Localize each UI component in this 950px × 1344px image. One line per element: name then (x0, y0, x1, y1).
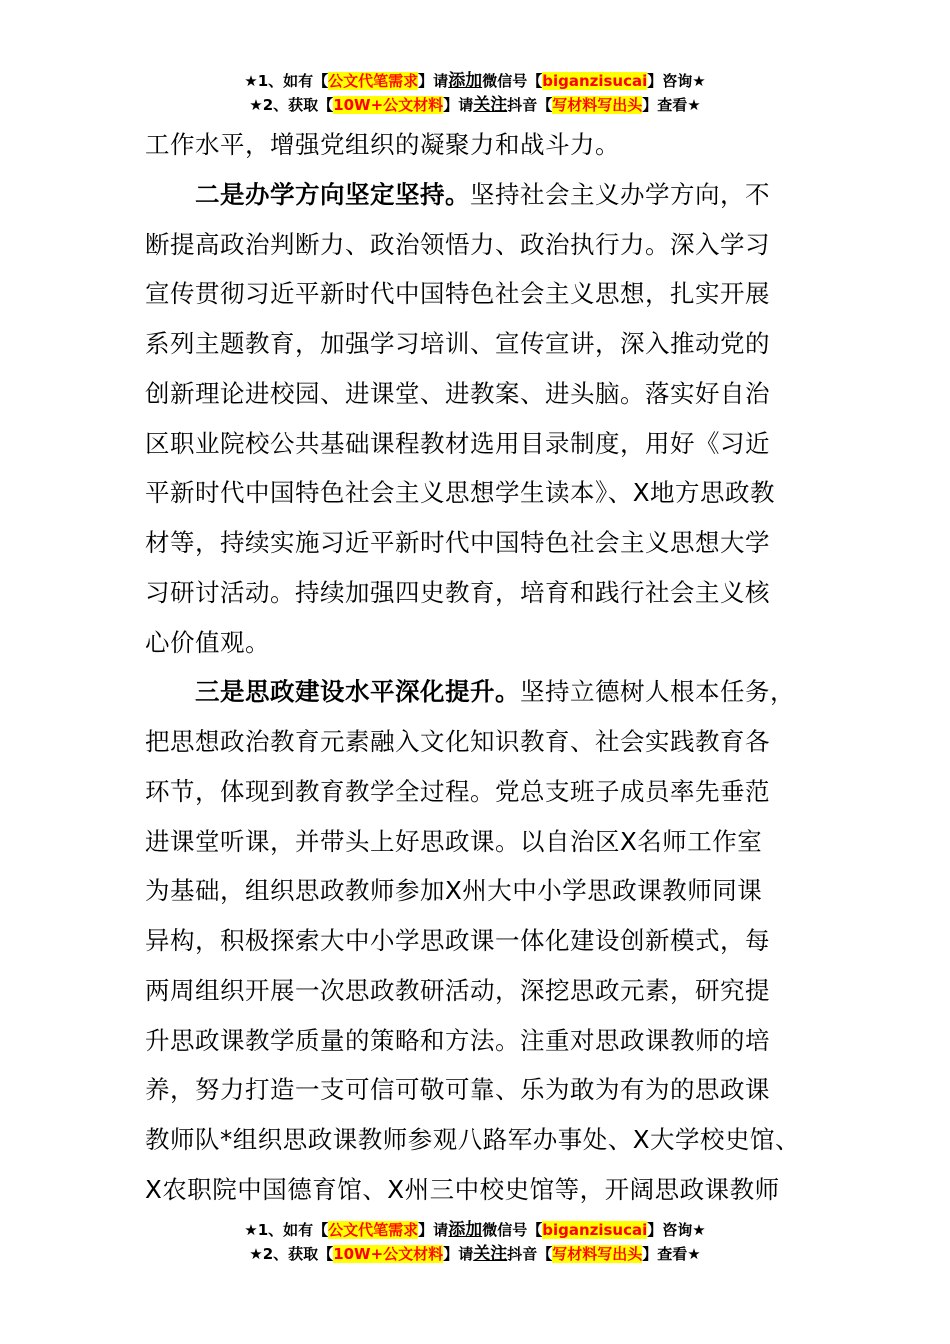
body-text: 心价值观。 (145, 627, 270, 657)
ad-h2: 写材料写出头 (552, 1245, 643, 1263)
ad-h2: 写材料写出头 (552, 96, 643, 114)
ad-post: 】咨询★ (647, 72, 706, 90)
ad-h2: biganzisucai (542, 72, 648, 90)
body-line (145, 230, 770, 260)
ad-h1: 10W+公文材料 (333, 96, 444, 114)
body-text: 升思政课教学质量的策略和方法。注重对思政课教师的培 (145, 1025, 770, 1055)
ad-h1: 公文代笔需求 (328, 1221, 419, 1239)
ad-mid2: 抖音【 (507, 1245, 553, 1263)
ad-h1: 公文代笔需求 (328, 72, 419, 90)
section-heading: 二是办学方向坚定坚持。 (195, 179, 470, 209)
body-line (145, 727, 770, 757)
ad-h1: 10W+公文材料 (333, 1245, 444, 1263)
ad-h2: biganzisucai (542, 1221, 648, 1239)
section-heading: 三是思政建设水平深化提升。 (195, 677, 520, 707)
ad-post: 】查看★ (642, 1245, 701, 1263)
body-line (145, 827, 762, 857)
body-text: X农职院中国德育馆、X州三中校史馆等，开阔思政课教师 (145, 1174, 780, 1204)
ad-mid1: 】请 (418, 72, 449, 90)
body-text: 异构，积极探索大中小学思政课一体化建设创新模式，每 (145, 926, 770, 956)
body-line (145, 1175, 780, 1205)
ad-post: 】咨询★ (647, 1221, 706, 1239)
ad-pre: ★2、获取【 (249, 96, 334, 114)
body-text: 养，努力打造一支可信可敬可靠、乐为敢为有为的思政课 (145, 1075, 770, 1105)
body-text: 工作水平，增强党组织的凝聚力和战斗力。 (145, 130, 620, 159)
ad-mid1: 】请 (443, 96, 474, 114)
ad-pre: ★2、获取【 (249, 1245, 334, 1263)
body-line (195, 180, 770, 210)
body-line (145, 1125, 800, 1155)
ad-pre: ★1、如有【 (244, 1221, 329, 1239)
body-line (145, 329, 770, 359)
footer-ad-line-2 (0, 1243, 950, 1265)
body-line (145, 578, 770, 608)
body-line (145, 478, 775, 508)
body-line (145, 279, 770, 309)
body-text: 坚持社会主义办学方向，不 (470, 179, 770, 209)
body-text: 进课堂听课，并带头上好思政课。以自治区X名师工作室 (145, 826, 763, 856)
body-text: 环节，体现到教育教学全过程。党总支班子成员率先垂范 (145, 776, 770, 806)
body-line (145, 628, 270, 658)
ad-u: 添加 (448, 1220, 483, 1240)
body-text: 两周组织开展一次思政教研活动，深挖思政元素，研究提 (145, 975, 770, 1005)
ad-post: 】查看★ (642, 96, 701, 114)
body-line (145, 777, 770, 807)
ad-mid1: 】请 (443, 1245, 474, 1263)
body-text: 把思想政治教育元素融入文化知识教育、社会实践教育各 (145, 727, 770, 757)
body-text: 断提高政治判断力、政治领悟力、政治执行力。深入学习 (145, 229, 770, 259)
ad-pre: ★1、如有【 (244, 72, 329, 90)
body-text: 平新时代中国特色社会主义思想学生读本》、X地方思政教 (145, 478, 776, 508)
body-text: 材等，持续实施习近平新时代中国特色社会主义思想大学 (145, 528, 770, 558)
ad-mid2: 微信号【 (482, 72, 543, 90)
body-text: 教师队*组织思政课教师参观八路军办事处、X大学校史馆、 (145, 1125, 801, 1155)
ad-mid1: 】请 (418, 1221, 449, 1239)
footer-ad-line-1 (0, 1219, 950, 1241)
body-text: 为基础，组织思政教师参加X州大中小学思政课教师同课 (145, 876, 763, 906)
body-text: 创新理论进校园、进课堂、进教案、进头脑。落实好自治 (145, 378, 770, 408)
body-text: 系列主题教育，加强学习培训、宣传宣讲，深入推动党的 (145, 329, 770, 359)
body-line (145, 1026, 770, 1056)
body-text: 坚持立德树人根本任务， (520, 677, 795, 707)
body-line (145, 976, 770, 1006)
header-ad-line-2 (0, 94, 950, 116)
body-text: 区职业院校公共基础课程教材选用目录制度，用好《习近 (145, 428, 770, 458)
body-line (145, 528, 770, 558)
header-ad-line-1 (0, 70, 950, 92)
body-line (145, 379, 770, 409)
body-line (145, 130, 620, 160)
body-text: 宣传贯彻习近平新时代中国特色社会主义思想，扎实开展 (145, 279, 770, 309)
body-line (145, 429, 770, 459)
body-line (145, 1075, 770, 1105)
body-line (145, 876, 762, 906)
ad-mid2: 微信号【 (482, 1221, 543, 1239)
ad-u: 关注 (473, 95, 508, 115)
body-line (145, 926, 770, 956)
ad-u: 添加 (448, 71, 483, 91)
ad-mid2: 抖音【 (507, 96, 553, 114)
body-text: 习研讨活动。持续加强四史教育，培育和践行社会主义核 (145, 577, 770, 607)
ad-u: 关注 (473, 1244, 508, 1264)
body-line (195, 677, 795, 707)
